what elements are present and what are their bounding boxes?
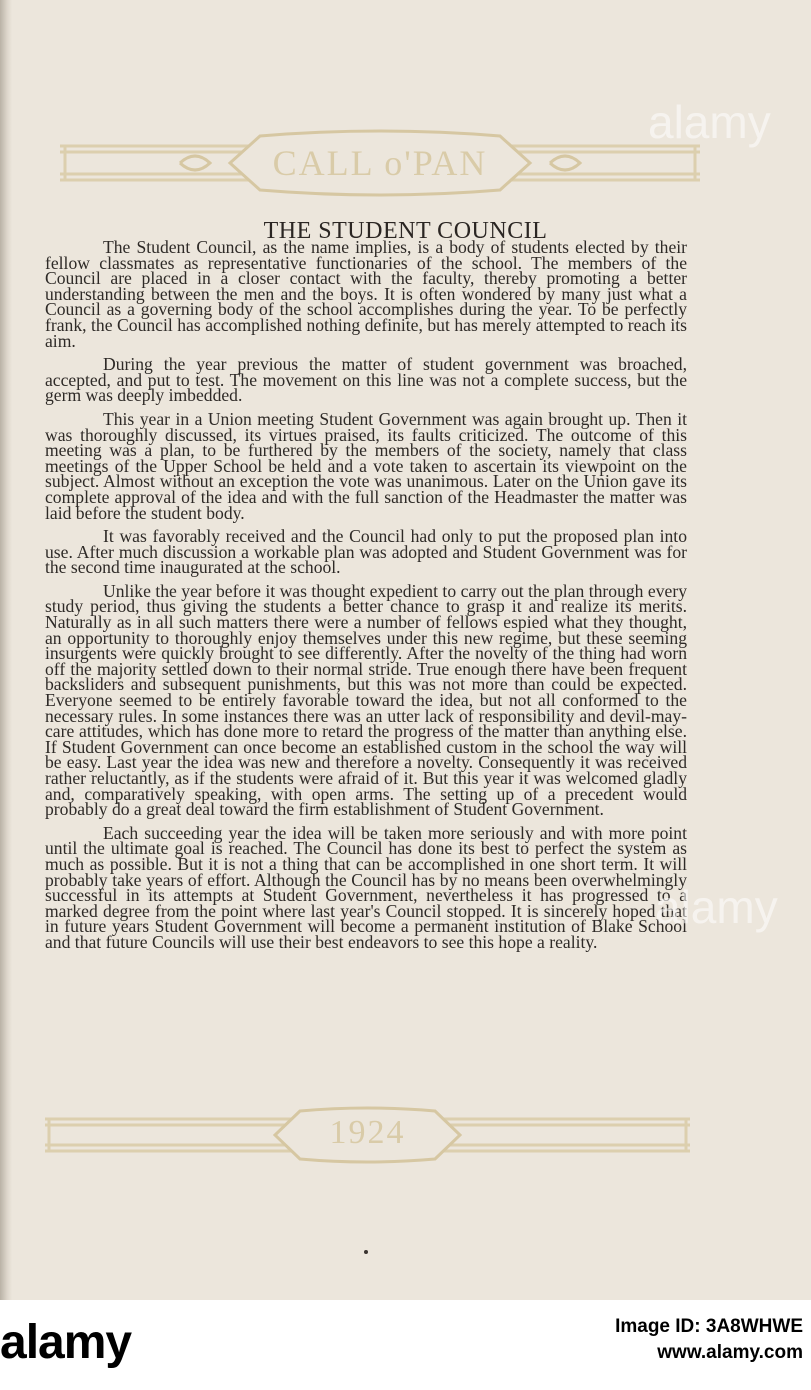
stock-meta — [615, 1314, 803, 1366]
footer-banner-year: 1924 — [329, 1114, 406, 1151]
paragraph: This year in a Union meeting Student Government was again brought up. Then it was thoroughly discussed, its virtues praised, its faults criticized. The outcome of this meeting was a plan, to be furthered by the members of the society, namely that class meetings of the Upper School be held and a vote taken to ascertain its viewpoint on the subject. Almost without an exception the vote was unanimous. Later on the Union gave its complete approval of the idea and with the full sanction of the Headmaster the matter was laid before the student body. — [45, 408, 687, 523]
image-id-label: Image ID: 3A8WHWE — [615, 1316, 803, 1337]
header-banner-label: CALL o'PAN — [272, 143, 488, 183]
stock-logo: alamy — [0, 1316, 132, 1369]
stock-footer — [0, 1300, 811, 1390]
paragraph: Each succeeding year the idea will be taken more seriously and with more point until the ultimate goal is reached. The Council has done its best to perfect the system as much as possible. But it is not a thing that can be accomplished in one short term. It will probably take years of effort. Although the Council has by no means been overwhelmingly successful in its attempts at Student Government, nevertheless it has progressed to a marked degree from the point where last year's Council stopped. It is sincerely hoped that in future years Student Government will become a permanent institution of Blake School and that future Councils will use their best endeavors to see this hope a reality. — [45, 822, 687, 952]
watermark-bottom: alamy — [655, 881, 778, 933]
stock-url: www.alamy.com — [657, 1342, 803, 1363]
page-title: THE STUDENT COUNCIL — [263, 218, 548, 244]
page-spine-shadow — [0, 0, 12, 1300]
watermark-top: alamy — [648, 96, 771, 148]
paragraph: During the year previous the matter of student government was broached, accepted, and put to test. The movement on this line was not a complete success, but the germ was deeply imbedded. — [45, 354, 687, 406]
paragraph: Unlike the year before it was thought expedient to carry out the plan through every study period, thus giving the students a better chance to grasp it and realize its merits. Naturally as in all such matters there were a number of fellows espied what they thought, an opportunity to thoroughly enjoy themselves under this new regime, but these seeming insurgents were quickly brought to see differently. After the novelty of the thing had worn off the majority settled down to their normal stride. True enough there have been frequent backsliders and subsequent punishments, but this was not more than could be expected. Everyone seemed to be entirely favorable toward the idea, but not all conformed to the necessary rules. In some instances there was an utter lack of responsibility and devil-may-care attitudes, which has done more to retard the progress of the matter than anything else. If Student Government can once become an established custom in the school the way will be easy. Last year the idea was new and therefore a novelty. Consequently it was received rather reluctantly, as if the students were afraid of it. But this year it was welcomed gladly and, comparatively speaking, with open arms. The setting up of a precedent would probably do a great deal toward the firm establishment of Student Government. — [45, 580, 687, 820]
article-body — [45, 237, 687, 959]
header-banner — [60, 128, 700, 198]
footer-banner — [45, 1105, 690, 1165]
paragraph: It was favorably received and the Council had only to put the proposed plan into use. After much discussion a workable plan was adopted and Student Government was for the second time inaugurated at the school. — [45, 526, 687, 578]
page-speck — [364, 1250, 368, 1254]
paragraph: The Student Council, as the name implies, is a body of students elected by their fellow classmates as representative functionaries of the school. The members of the Council are placed in a closer contact with the faculty, thereby promoting a better understanding between the men and the boys. It is often wondered by many just what a Council as a governing body of the school accomplishes during the year. To be perfectly frank, the Council has accomplished nothing definite, but has merely attempted to reach its aim. — [45, 237, 687, 351]
